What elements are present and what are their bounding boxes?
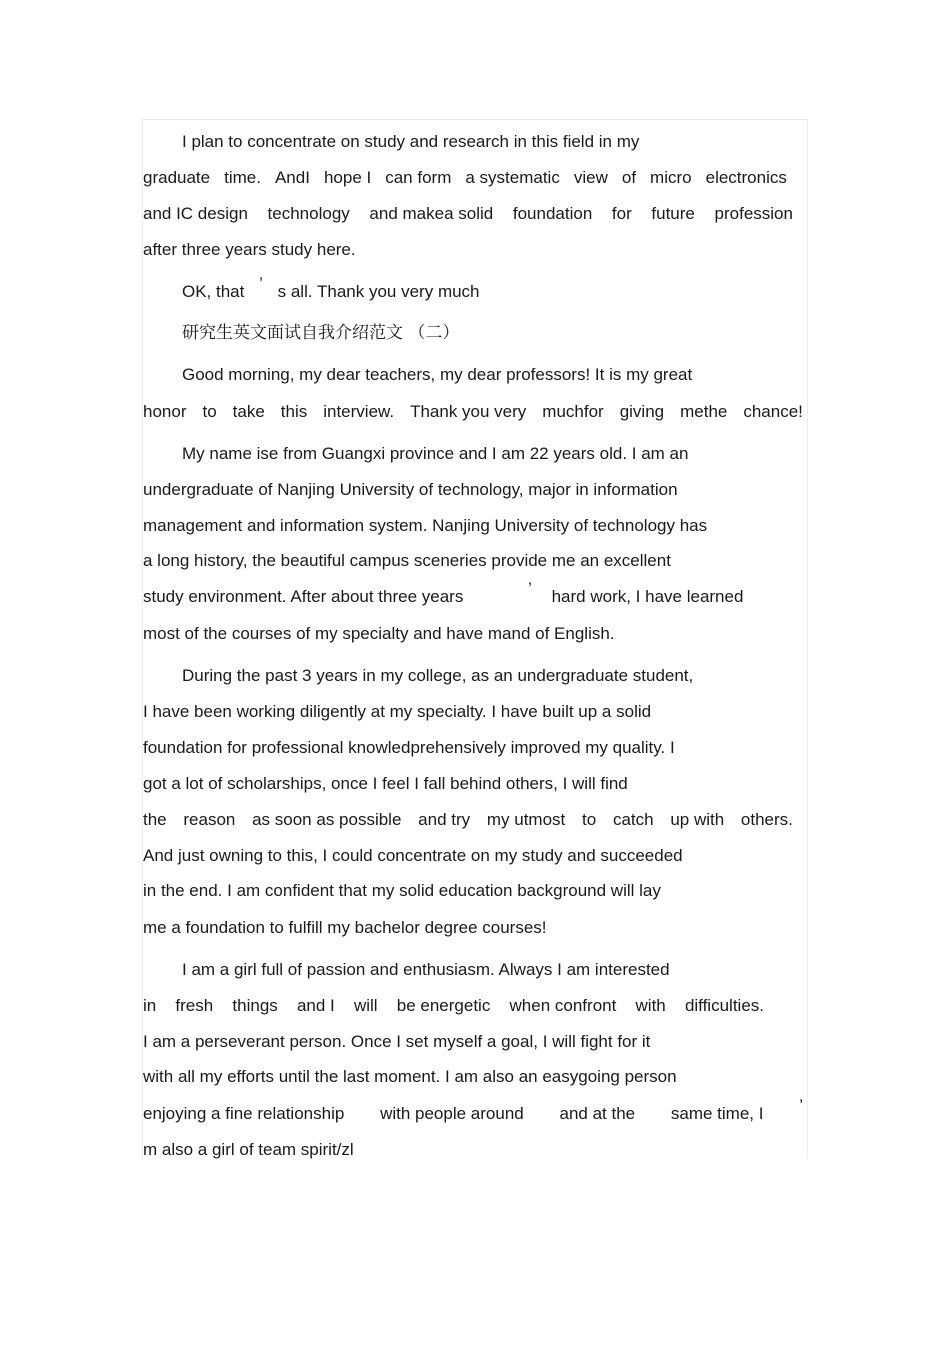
word: enjoying a fine relationship (143, 1104, 345, 1123)
text-line: My name ise from Guangxi province and I am 22 years old. I am an (182, 444, 689, 463)
text-line (143, 995, 764, 1017)
text-line (143, 401, 803, 423)
text-line: And just owning to this, I could concentrate on my study and succeeded (143, 846, 683, 865)
word: and makea solid (369, 204, 494, 223)
word: technology (267, 204, 350, 223)
word: things (232, 996, 278, 1015)
text-line: During the past 3 years in my college, as an undergraduate student, (182, 666, 694, 685)
text-line (143, 1096, 803, 1125)
word: up with (670, 810, 725, 829)
word: in (143, 996, 157, 1015)
word: foundation (512, 204, 593, 223)
text-fragment: OK, that (182, 282, 245, 301)
word: to (202, 402, 217, 421)
word: reason (183, 810, 236, 829)
word: and IC design (143, 204, 248, 223)
word: can form (385, 168, 452, 187)
word: Thank you very (410, 402, 527, 421)
word: this (280, 402, 308, 421)
word: muchfor (542, 402, 604, 421)
word: when confront (509, 996, 617, 1015)
word: as soon as possible (252, 810, 402, 829)
word: AndI (274, 168, 310, 187)
text-line (143, 579, 744, 608)
text-line: I have been working diligently at my specialty. I have built up a solid (143, 702, 652, 721)
word: with (635, 996, 666, 1015)
word: take (232, 402, 265, 421)
word: honor (143, 402, 187, 421)
text-line: I am a girl full of passion and enthusiasm. Always I am interested (182, 960, 670, 979)
text-line: I am a perseverant person. Once I set myself a goal, I will fight for it (143, 1032, 651, 1051)
word: time. (224, 168, 261, 187)
text-fragment: study environment. After about three years (143, 587, 464, 606)
word: electronics (705, 168, 787, 187)
word: graduate (143, 168, 211, 187)
apostrophe: ’ (799, 1096, 803, 1115)
text-line: undergraduate of Nanjing University of technology, major in information (143, 480, 678, 499)
text-line: in the end. I am confident that my solid education background will lay (143, 881, 661, 900)
word: a systematic (465, 168, 560, 187)
apostrophe: ’ (259, 274, 263, 293)
text-line: most of the courses of my specialty and have mand of English. (143, 624, 615, 643)
word: future (651, 204, 695, 223)
word: same time, I (670, 1104, 764, 1123)
text-line (143, 167, 787, 189)
word: of (621, 168, 637, 187)
word: and I (296, 996, 335, 1015)
text-line: m also a girl of team spirit/zl (143, 1140, 354, 1159)
word: with people around (380, 1104, 524, 1123)
word: difficulties. (684, 996, 764, 1015)
text-line: after three years study here. (143, 240, 356, 259)
word: to (582, 810, 597, 829)
word: micro (650, 168, 692, 187)
word: interview. (323, 402, 395, 421)
text-line: got a lot of scholarships, once I feel I fall behind others, I will find (143, 774, 628, 793)
word: view (573, 168, 608, 187)
word: others. (740, 810, 793, 829)
text-line: a long history, the beautiful campus sceneries provide me an excellent (143, 551, 671, 570)
word: and try (418, 810, 471, 829)
text-fragment: s all. Thank you very much (277, 282, 480, 301)
text-line (143, 809, 793, 831)
text-line (182, 274, 480, 303)
word: chance! (743, 402, 803, 421)
word: my utmost (486, 810, 566, 829)
text-line (143, 203, 793, 225)
text-fragment: hard work, I have learned (551, 587, 744, 606)
text-line: Good morning, my dear teachers, my dear professors! It is my great (182, 365, 693, 384)
word: the (143, 810, 167, 829)
word: catch (612, 810, 654, 829)
word: for (611, 204, 632, 223)
text-line: me a foundation to fulfill my bachelor degree courses! (143, 918, 547, 937)
text-line: foundation for professional knowledprehensively improved my quality. I (143, 738, 675, 757)
section-heading: 研究生英文面试自我介绍范文 （二） (182, 323, 460, 343)
text-line: I plan to concentrate on study and research in this field in my (182, 132, 640, 151)
word: will (353, 996, 378, 1015)
word: profession (714, 204, 793, 223)
word: hope I (323, 168, 372, 187)
word: giving (619, 402, 665, 421)
word: and at the (559, 1104, 636, 1123)
apostrophe: ’ (528, 579, 532, 598)
text-line: with all my efforts until the last moment. I am also an easygoing person (143, 1067, 677, 1086)
word: methe (680, 402, 728, 421)
word: be energetic (396, 996, 491, 1015)
text-line: management and information system. Nanjing University of technology has (143, 516, 708, 535)
word: fresh (175, 996, 214, 1015)
